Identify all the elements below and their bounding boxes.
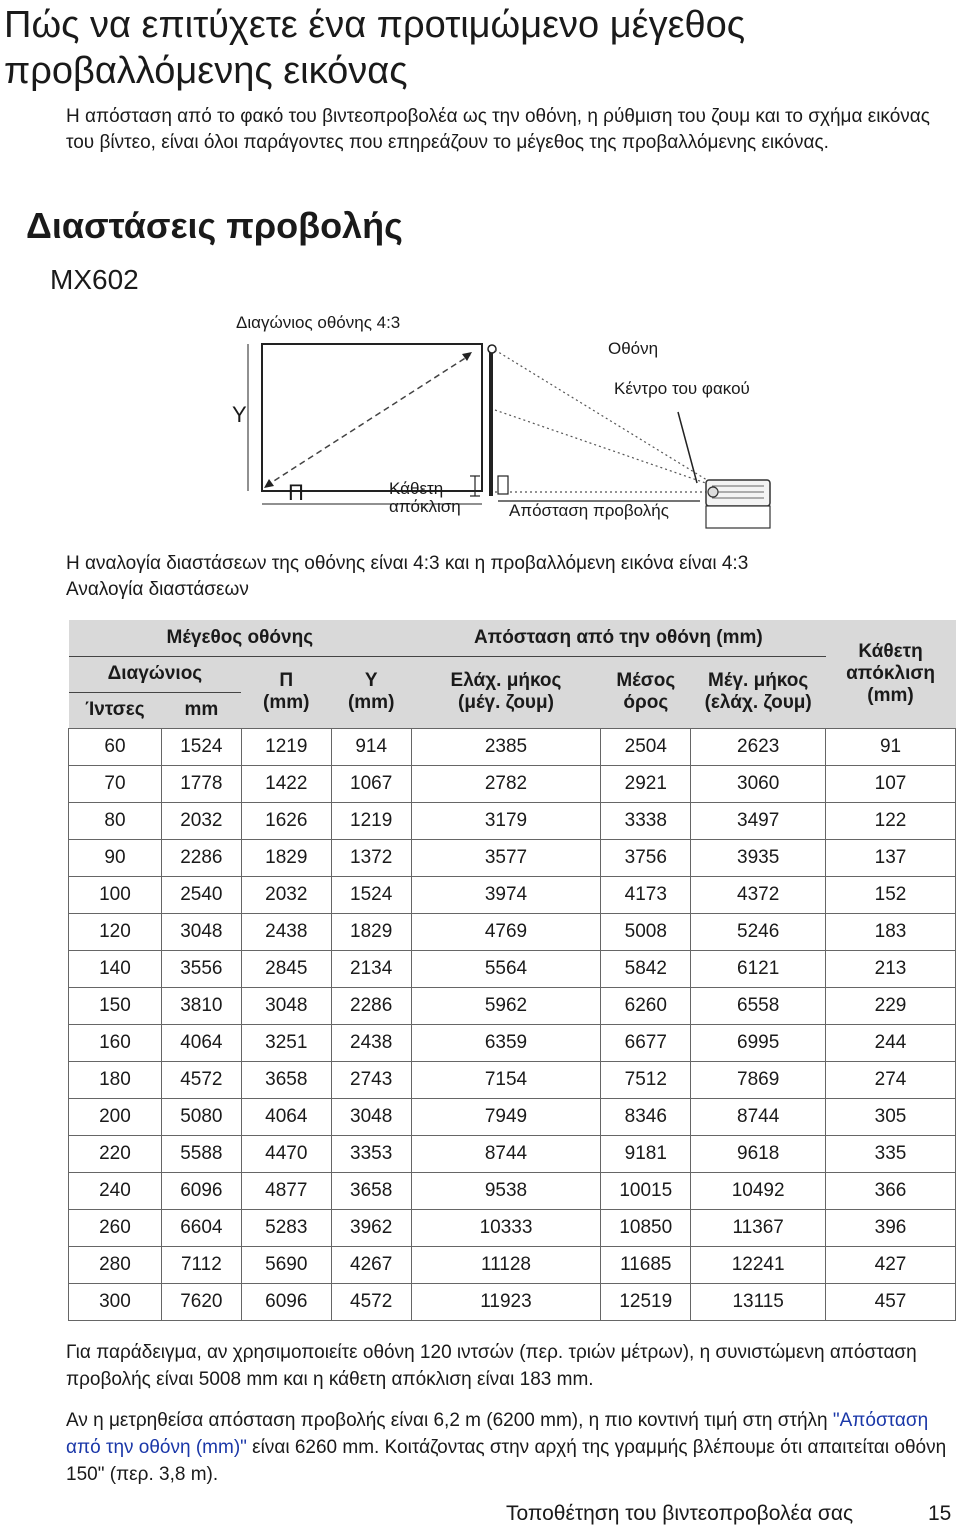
diagonal-line	[266, 355, 470, 486]
column-reference: "Απόσταση από την οθόνη (mm)"	[66, 1410, 929, 1458]
table-cell: 183	[826, 913, 956, 950]
table-cell: 7512	[601, 1061, 691, 1098]
table-cell: 152	[826, 876, 956, 913]
table-cell: 107	[826, 765, 956, 802]
table-cell: 8346	[601, 1098, 691, 1135]
table-cell: 12519	[601, 1283, 691, 1320]
table-cell: 6995	[691, 1024, 826, 1061]
table-cell: 6121	[691, 950, 826, 987]
table-cell: 366	[826, 1172, 956, 1209]
table-row	[69, 1246, 956, 1283]
table-cell: 229	[826, 987, 956, 1024]
table-cell: 1422	[241, 765, 331, 802]
table-cell: 3497	[691, 802, 826, 839]
table-cell: 305	[826, 1098, 956, 1135]
screen-rectangle	[262, 344, 482, 491]
table-cell: 6359	[411, 1024, 601, 1061]
table-cell: 3338	[601, 802, 691, 839]
screen-foot	[498, 476, 508, 494]
table-cell: 2032	[161, 802, 241, 839]
table-cell: 5842	[601, 950, 691, 987]
table-cell: 122	[826, 802, 956, 839]
table-cell: 1778	[161, 765, 241, 802]
table-cell: 2743	[331, 1061, 411, 1098]
width-label: Π	[288, 480, 304, 505]
lens-center-label: Κέντρο του φακού	[614, 379, 750, 398]
table-cell: 90	[69, 839, 162, 876]
table-cell: 3048	[161, 913, 241, 950]
table-cell: 3658	[331, 1172, 411, 1209]
table-row	[69, 802, 956, 839]
projector-icon	[706, 480, 770, 528]
table-cell: 213	[826, 950, 956, 987]
table-cell: 2540	[161, 876, 241, 913]
table-row	[69, 987, 956, 1024]
table-cell: 2385	[411, 728, 601, 765]
table-cell: 3577	[411, 839, 601, 876]
diagonal-label: Διαγώνιος οθόνης 4:3	[236, 313, 401, 332]
table-row	[69, 950, 956, 987]
table-cell: 11923	[411, 1283, 601, 1320]
screen-label: Οθόνη	[608, 339, 659, 358]
table-cell: 4470	[241, 1135, 331, 1172]
distance-label: Απόσταση προβολής	[509, 501, 669, 520]
table-cell: 13115	[691, 1283, 826, 1320]
header-average: Μέσος όρος	[601, 656, 691, 728]
aspect-note-line2: Αναλογία διαστάσεων	[66, 579, 249, 600]
offset-label-line2: απόκλιση	[389, 497, 461, 516]
table-cell: 914	[331, 728, 411, 765]
table-cell: 1626	[241, 802, 331, 839]
table-cell: 11367	[691, 1209, 826, 1246]
table-cell: 3962	[331, 1209, 411, 1246]
table-row	[69, 1098, 956, 1135]
table-cell: 3048	[331, 1098, 411, 1135]
table-cell: 7112	[161, 1246, 241, 1283]
table-cell: 5080	[161, 1098, 241, 1135]
table-cell: 4064	[241, 1098, 331, 1135]
table-row	[69, 839, 956, 876]
table-cell: 2921	[601, 765, 691, 802]
projection-diagram	[0, 300, 960, 540]
header-width: Π (mm)	[241, 656, 331, 728]
page-title: Πώς να επιτύχετε ένα προτιμώμενο μέγεθος προβαλλόμενης εικόνας	[4, 4, 746, 92]
intro-paragraph: Η απόσταση από το φακό του βιντεοπροβολέα ως την οθόνη, η ρύθμιση του ζουμ και το σχήμα εικόνας του βίντεο, είναι όλοι παράγοντες που επηρεάζουν το μέγεθος της προβαλλόμενης εικόνας.	[66, 106, 930, 153]
table-cell: 6604	[161, 1209, 241, 1246]
table-cell: 9618	[691, 1135, 826, 1172]
table-cell: 11685	[601, 1246, 691, 1283]
table-cell: 2286	[161, 839, 241, 876]
header-mm: mm	[161, 692, 241, 728]
table-cell: 80	[69, 802, 162, 839]
table-cell: 1219	[241, 728, 331, 765]
table-cell: 2032	[241, 876, 331, 913]
height-label: Υ	[232, 402, 247, 427]
header-diagonal: Διαγώνιος	[69, 656, 242, 692]
table-cell: 274	[826, 1061, 956, 1098]
table-cell: 8744	[691, 1098, 826, 1135]
table-cell: 9181	[601, 1135, 691, 1172]
table-cell: 4267	[331, 1246, 411, 1283]
table-row	[69, 1172, 956, 1209]
table-cell: 10492	[691, 1172, 826, 1209]
table-cell: 140	[69, 950, 162, 987]
table-cell: 3556	[161, 950, 241, 987]
header-max-length: Μέγ. μήκος (ελάχ. ζουμ)	[691, 656, 826, 728]
projection-table	[68, 620, 956, 1321]
table-cell: 5962	[411, 987, 601, 1024]
page-number: 15	[928, 1502, 952, 1525]
footer-section-title: Τοποθέτηση του βιντεοπροβολέα σας	[506, 1502, 854, 1525]
table-cell: 5246	[691, 913, 826, 950]
table-cell: 180	[69, 1061, 162, 1098]
aspect-note	[66, 551, 946, 603]
table-cell: 5283	[241, 1209, 331, 1246]
table-cell: 2438	[241, 913, 331, 950]
table-cell: 300	[69, 1283, 162, 1320]
table-cell: 457	[826, 1283, 956, 1320]
table-cell: 8744	[411, 1135, 601, 1172]
table-cell: 2286	[331, 987, 411, 1024]
table-cell: 335	[826, 1135, 956, 1172]
table-cell: 3353	[331, 1135, 411, 1172]
table-cell: 9538	[411, 1172, 601, 1209]
aspect-note-line1: Η αναλογία διαστάσεων της οθόνης είναι 4:3 και η προβαλλόμενη εικόνα είναι 4:3	[66, 553, 749, 574]
table-cell: 5564	[411, 950, 601, 987]
screen-top-pivot	[488, 345, 496, 353]
table-cell: 6558	[691, 987, 826, 1024]
table-cell: 220	[69, 1135, 162, 1172]
table-cell: 120	[69, 913, 162, 950]
table-cell: 2438	[331, 1024, 411, 1061]
table-cell: 240	[69, 1172, 162, 1209]
table-cell: 7154	[411, 1061, 601, 1098]
table-cell: 5008	[601, 913, 691, 950]
table-cell: 70	[69, 765, 162, 802]
header-distance: Απόσταση από την οθόνη (mm)	[411, 620, 825, 656]
model-name: MX602	[50, 264, 139, 295]
table-cell: 2504	[601, 728, 691, 765]
table-cell: 3179	[411, 802, 601, 839]
example-paragraph-2: Αν η μετρηθείσα απόσταση προβολής είναι 6,2 m (6200 mm), η πιο κοντινή τιμή στη στήλη "Απόσταση από την οθόνη (mm)" είναι 6260 mm. Κοιτάζοντας στην αρχή της γραμμής βλέπουμε ότι απαιτείται οθόνη 150" (περ. 3,8 m).	[66, 1410, 947, 1485]
table-cell: 160	[69, 1024, 162, 1061]
table-cell: 200	[69, 1098, 162, 1135]
lens-pointer	[678, 412, 697, 483]
table-cell: 1829	[241, 839, 331, 876]
table-cell: 60	[69, 728, 162, 765]
header-screen-size: Μέγεθος οθόνης	[69, 620, 412, 656]
table-cell: 427	[826, 1246, 956, 1283]
table-cell: 4769	[411, 913, 601, 950]
table-cell: 3251	[241, 1024, 331, 1061]
table-cell: 3658	[241, 1061, 331, 1098]
table-cell: 6260	[601, 987, 691, 1024]
offset-label-line1: Κάθετη	[389, 479, 444, 498]
table-cell: 244	[826, 1024, 956, 1061]
table-cell: 3810	[161, 987, 241, 1024]
table-row	[69, 876, 956, 913]
header-inches: Ίντσες	[69, 692, 162, 728]
table-cell: 3974	[411, 876, 601, 913]
table-cell: 3060	[691, 765, 826, 802]
table-cell: 4572	[161, 1061, 241, 1098]
table-row	[69, 1135, 956, 1172]
table-cell: 1524	[161, 728, 241, 765]
table-cell: 100	[69, 876, 162, 913]
table-cell: 5588	[161, 1135, 241, 1172]
example-paragraph-1: Για παράδειγμα, αν χρησιμοποιείτε οθόνη 120 ιντσών (περ. τριών μέτρων), η συνιστώμενη απόσταση προβολής είναι 5008 mm και η κάθετη απόκλιση είναι 183 mm.	[66, 1342, 917, 1390]
table-cell: 12241	[691, 1246, 826, 1283]
table-cell: 150	[69, 987, 162, 1024]
table-cell: 10015	[601, 1172, 691, 1209]
table-row	[69, 913, 956, 950]
table-cell: 260	[69, 1209, 162, 1246]
table-cell: 1829	[331, 913, 411, 950]
table-cell: 280	[69, 1246, 162, 1283]
table-cell: 6096	[161, 1172, 241, 1209]
table-cell: 6096	[241, 1283, 331, 1320]
table-cell: 3935	[691, 839, 826, 876]
table-cell: 3048	[241, 987, 331, 1024]
table-row	[69, 1209, 956, 1246]
table-cell: 3756	[601, 839, 691, 876]
table-cell: 7869	[691, 1061, 826, 1098]
table-cell: 10850	[601, 1209, 691, 1246]
table-cell: 4572	[331, 1283, 411, 1320]
table-cell: 6677	[601, 1024, 691, 1061]
table-cell: 137	[826, 839, 956, 876]
header-min-length: Ελάχ. μήκος (μέγ. ζουμ)	[411, 656, 601, 728]
table-cell: 4877	[241, 1172, 331, 1209]
table-cell: 4372	[691, 876, 826, 913]
projection-ray-top	[495, 350, 720, 488]
table-cell: 1372	[331, 839, 411, 876]
table-cell: 7949	[411, 1098, 601, 1135]
table-cell: 2782	[411, 765, 601, 802]
header-height: Υ (mm)	[331, 656, 411, 728]
table-cell: 10333	[411, 1209, 601, 1246]
table-cell: 2134	[331, 950, 411, 987]
table-cell: 4064	[161, 1024, 241, 1061]
table-row	[69, 1061, 956, 1098]
table-cell: 1524	[331, 876, 411, 913]
table-row	[69, 728, 956, 765]
table-cell: 91	[826, 728, 956, 765]
table-row	[69, 1283, 956, 1320]
header-vertical-offset: Κάθετη απόκλιση (mm)	[826, 620, 956, 728]
table-cell: 396	[826, 1209, 956, 1246]
table-cell: 1067	[331, 765, 411, 802]
table-cell: 1219	[331, 802, 411, 839]
section-title: Διαστάσεις προβολής	[26, 205, 403, 246]
table-cell: 5690	[241, 1246, 331, 1283]
table-row	[69, 1024, 956, 1061]
table-row	[69, 765, 956, 802]
table-cell: 7620	[161, 1283, 241, 1320]
projection-ray-mid	[495, 410, 720, 488]
table-cell: 2845	[241, 950, 331, 987]
table-cell: 11128	[411, 1246, 601, 1283]
table-cell: 4173	[601, 876, 691, 913]
diagonal-arrow-bottom	[264, 479, 274, 488]
table-cell: 2623	[691, 728, 826, 765]
